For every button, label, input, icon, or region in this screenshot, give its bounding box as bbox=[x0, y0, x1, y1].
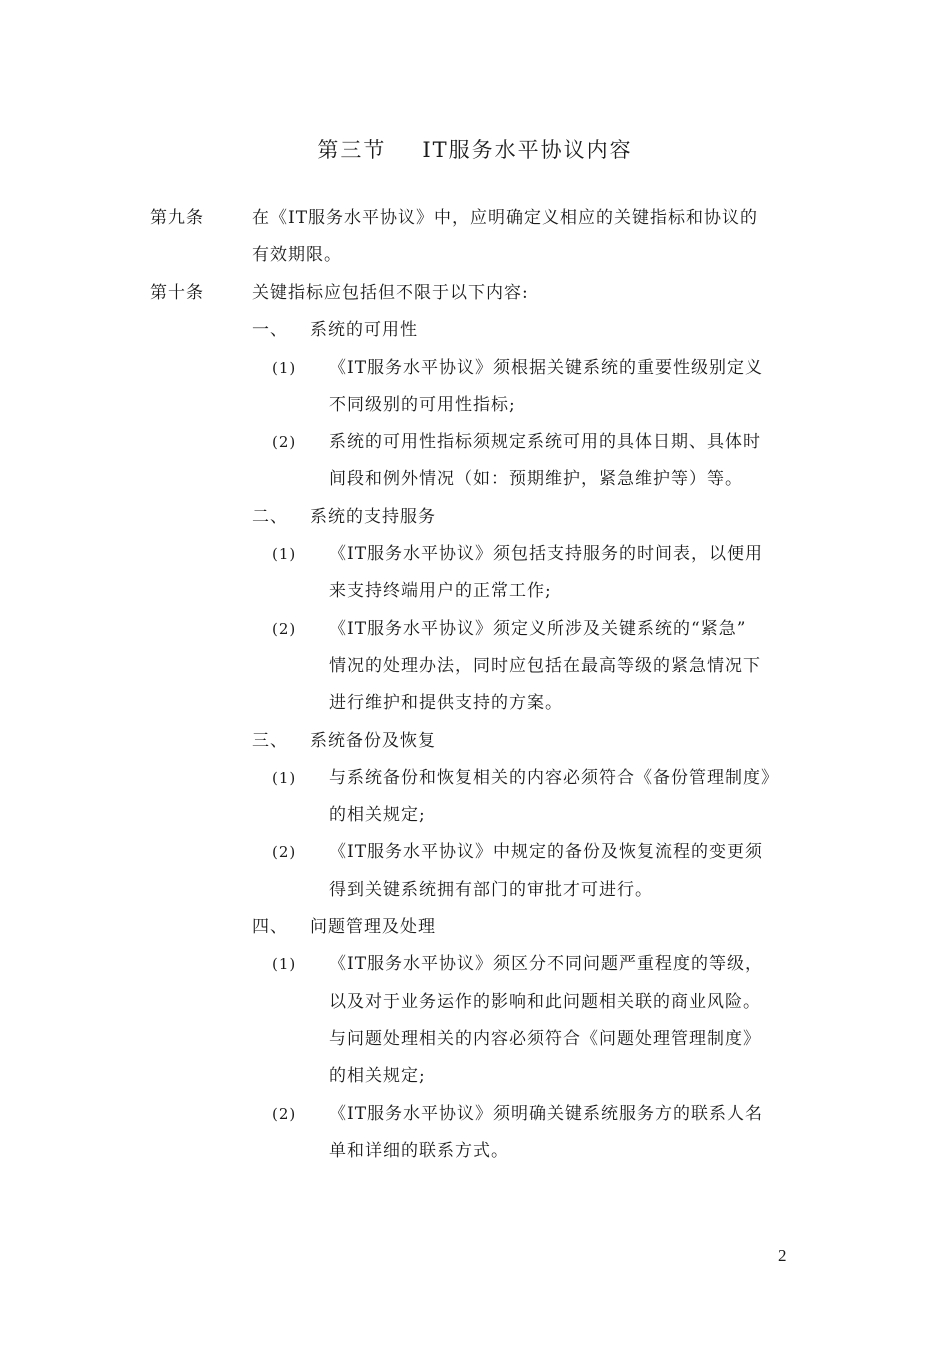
section-number: 第三节 bbox=[317, 138, 387, 162]
item-label: (1) bbox=[272, 955, 297, 974]
list-item-continuation bbox=[0, 1021, 950, 1058]
item-text: 系统的可用性指标须规定系统可用的具体日期、具体时 bbox=[329, 432, 761, 453]
list-item bbox=[0, 424, 950, 461]
list-item bbox=[0, 536, 950, 573]
item-label: (1) bbox=[272, 768, 297, 787]
item-text: 的相关规定; bbox=[329, 805, 426, 826]
list-item-continuation bbox=[0, 685, 950, 722]
article-line bbox=[0, 200, 950, 237]
subsection-title: 系统的可用性 bbox=[310, 320, 418, 341]
subsection-heading bbox=[0, 723, 950, 760]
item-text: 《IT服务水平协议》须定义所涉及关键系统的“紧急” bbox=[329, 618, 747, 639]
item-label: (1) bbox=[272, 358, 297, 377]
subsection-label: 三、 bbox=[252, 730, 288, 751]
article-text: 关键指标应包括但不限于以下内容: bbox=[252, 283, 529, 303]
article-line bbox=[0, 275, 950, 312]
item-text: 与问题处理相关的内容必须符合《问题处理管理制度》 bbox=[329, 1028, 761, 1049]
item-text: 《IT服务水平协议》须根据关键系统的重要性级别定义 bbox=[329, 357, 764, 378]
list-item-continuation bbox=[0, 573, 950, 610]
list-item-continuation bbox=[0, 872, 950, 909]
subsection-heading bbox=[0, 909, 950, 946]
list-item bbox=[0, 1096, 950, 1133]
item-text: 间段和例外情况（如：预期维护，紧急维护等）等。 bbox=[329, 469, 743, 490]
subsection-title: 问题管理及处理 bbox=[310, 917, 436, 938]
item-label: (2) bbox=[272, 1104, 297, 1123]
item-text: 的相关规定; bbox=[329, 1066, 426, 1087]
list-item-continuation bbox=[0, 461, 950, 498]
list-item-continuation bbox=[0, 387, 950, 424]
section-heading: IT服务水平协议内容 bbox=[422, 138, 633, 162]
item-text: 得到关键系统拥有部门的审批才可进行。 bbox=[329, 879, 653, 900]
item-label: (2) bbox=[272, 619, 297, 638]
subsection-title: 系统备份及恢复 bbox=[310, 730, 436, 751]
subsection-heading bbox=[0, 499, 950, 536]
item-text: 单和详细的联系方式。 bbox=[329, 1140, 509, 1161]
item-text: 《IT服务水平协议》须明确关键系统服务方的联系人名 bbox=[329, 1103, 764, 1124]
item-text: 来支持终端用户的正常工作; bbox=[329, 581, 552, 602]
page-number: 2 bbox=[778, 1246, 787, 1265]
item-text: 与系统备份和恢复相关的内容必须符合《备份管理制度》 bbox=[329, 767, 779, 788]
subsection-title: 系统的支持服务 bbox=[310, 506, 436, 527]
item-text: 《IT服务水平协议》中规定的备份及恢复流程的变更须 bbox=[329, 842, 764, 863]
article-line bbox=[0, 237, 950, 274]
list-item bbox=[0, 611, 950, 648]
list-item-continuation bbox=[0, 648, 950, 685]
article-text: 在《IT服务水平协议》中，应明确定义相应的关键指标和协议的 bbox=[252, 208, 759, 228]
section-title bbox=[0, 134, 950, 166]
article-text: 有效期限。 bbox=[252, 245, 342, 266]
item-label: (1) bbox=[272, 545, 297, 564]
list-item bbox=[0, 834, 950, 871]
item-text: 《IT服务水平协议》须包括支持服务的时间表，以便用 bbox=[329, 544, 764, 565]
item-label: (2) bbox=[272, 843, 297, 862]
list-item-continuation bbox=[0, 797, 950, 834]
article-10 bbox=[0, 275, 950, 1170]
subsection-label: 一、 bbox=[252, 320, 288, 341]
article-9 bbox=[0, 200, 950, 275]
list-item bbox=[0, 760, 950, 797]
subsection-label: 二、 bbox=[252, 506, 288, 527]
list-item bbox=[0, 350, 950, 387]
list-item bbox=[0, 946, 950, 983]
item-text: 进行维护和提供支持的方案。 bbox=[329, 693, 563, 714]
item-text: 《IT服务水平协议》须区分不同问题严重程度的等级， bbox=[329, 954, 764, 975]
list-item-continuation bbox=[0, 1133, 950, 1170]
list-item-continuation bbox=[0, 984, 950, 1021]
item-text: 以及对于业务运作的影响和此问题相关联的商业风险。 bbox=[329, 991, 761, 1012]
subsection-heading bbox=[0, 312, 950, 349]
article-label: 第十条 bbox=[150, 283, 204, 303]
article-label: 第九条 bbox=[150, 208, 204, 228]
item-label: (2) bbox=[272, 433, 297, 452]
item-text: 情况的处理办法，同时应包括在最高等级的紧急情况下 bbox=[329, 655, 761, 676]
subsection-label: 四、 bbox=[252, 917, 288, 938]
item-text: 不同级别的可用性指标; bbox=[329, 394, 516, 415]
list-item-continuation bbox=[0, 1058, 950, 1095]
